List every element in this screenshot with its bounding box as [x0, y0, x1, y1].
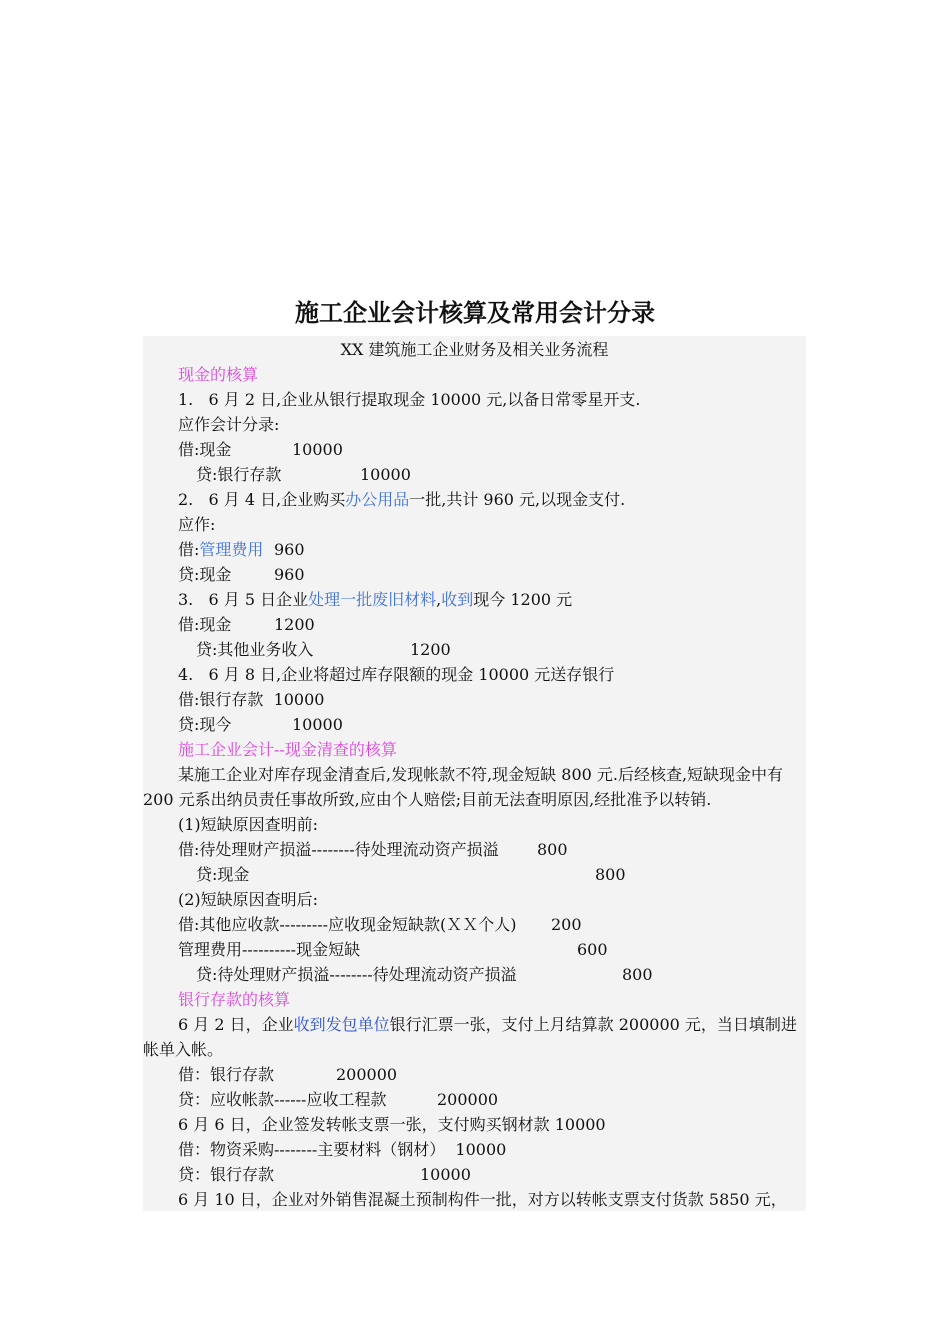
- cash-entry-debit-2-amount: 960: [274, 540, 305, 559]
- received-link[interactable]: 收到: [441, 590, 474, 609]
- scrap-materials-link[interactable]: 处理一批废旧材料: [308, 590, 437, 609]
- cash-line-9-text-b: 现今 1200 元: [473, 590, 573, 609]
- section-heading-cash: 现金的核算: [178, 365, 259, 384]
- shortage-entry-2: 贷:现金: [196, 865, 250, 884]
- office-supplies-link[interactable]: 办公用品: [345, 490, 410, 509]
- bank-paragraph-line-4: 6 月 10 日，企业对外销售混凝土预制构件一批，对方以转帐支票支付货款 5850 元，: [178, 1190, 787, 1209]
- cash-entry-debit-3: 借:现金: [178, 615, 232, 634]
- cash-entry-debit-1-amount: 10000: [292, 440, 343, 459]
- shortage-entry-1: 借:待处理财产损溢--------待处理流动资产损溢: [178, 840, 499, 859]
- cash-line-9-sep: ,: [436, 590, 442, 609]
- shortage-entry-4: 管理费用----------现金短缺: [178, 940, 361, 959]
- cash-line-2: 应作会计分录:: [178, 415, 280, 434]
- cash-entry-debit-3-amount: 1200: [274, 615, 315, 634]
- cash-line-5-text-a: 2. 6 月 4 日,企业购买: [178, 490, 346, 509]
- bank-entry-1-amount: 200000: [336, 1065, 398, 1084]
- shortage-entry-1-amount: 800: [537, 840, 568, 859]
- shortage-entry-5-amount: 800: [622, 965, 653, 984]
- bank-entry-2: 贷：应收帐款------应收工程款: [178, 1090, 387, 1109]
- bank-paragraph-text-b: 银行汇票一张，支付上月结算款 200000 元，当日填制进: [389, 1015, 797, 1034]
- cash-line-6: 应作:: [178, 515, 216, 534]
- document-title: 施工企业会计核算及常用会计分录: [295, 299, 655, 327]
- bank-paragraph-line-3: 6 月 6 日，企业签发转帐支票一张，支付购买钢材款 10000: [178, 1115, 606, 1134]
- cash-entry-debit-2-prefix: 借:: [178, 540, 200, 559]
- bank-paragraph-text-a: 6 月 2 日，企业: [178, 1015, 294, 1034]
- cash-entry-credit-2: 贷:现金: [178, 565, 232, 584]
- cash-entry-credit-1-amount: 10000: [360, 465, 411, 484]
- bank-entry-4-amount: 10000: [420, 1165, 471, 1184]
- shortage-entry-3-amount: 200: [551, 915, 582, 934]
- cash-line-9-text-a: 3. 6 月 5 日企业: [178, 590, 309, 609]
- shortage-entry-2-amount: 800: [595, 865, 626, 884]
- bank-entry-3: 借：物资采购--------主要材料（钢材） 10000: [178, 1140, 507, 1159]
- cash-entry-credit-1: 贷:银行存款: [196, 465, 282, 484]
- cash-entry-debit-2: [178, 539, 263, 561]
- shortage-entry-3: 借:其他应收款---------应收现金短缺款(ＸＸ个人): [178, 915, 517, 934]
- shortage-paragraph-line-2: 200 元系出纳员责任事故所致,应由个人赔偿;目前无法查明原因,经批准予以转销.: [143, 790, 712, 809]
- bank-entry-2-amount: 200000: [437, 1090, 499, 1109]
- shortage-paragraph-line-1: 某施工企业对库存现金清查后,发现帐款不符,现金短缺 800 元.后经核查,短缺现金中有: [178, 765, 784, 784]
- bank-paragraph-line-1: [178, 1014, 797, 1036]
- cash-entry-credit-4-amount: 10000: [292, 715, 343, 734]
- cash-line-5: [178, 489, 625, 511]
- shortage-step-1: (1)短缺原因查明前:: [178, 815, 319, 834]
- cash-line-1: 1. 6 月 2 日,企业从银行提取现金 10000 元,以备日常零星开支.: [178, 390, 641, 409]
- cash-line-5-text-b: 一批,共计 960 元,以现金支付.: [409, 490, 626, 509]
- cash-line-12: 4. 6 月 8 日,企业将超过库存限额的现金 10000 元送存银行: [178, 665, 615, 684]
- shortage-entry-5: 贷:待处理财产损溢--------待处理流动资产损溢: [196, 965, 517, 984]
- section-heading-bank-deposit: 银行存款的核算: [178, 990, 291, 1009]
- cash-entry-debit-4: 借:银行存款 10000: [178, 690, 325, 709]
- cash-entry-credit-2-amount: 960: [274, 565, 305, 584]
- cash-entry-credit-3-amount: 1200: [410, 640, 451, 659]
- bank-entry-1: 借：银行存款: [178, 1065, 275, 1084]
- bank-paragraph-line-2: 帐单入帐。: [143, 1040, 224, 1059]
- cash-entry-credit-3: 贷:其他业务收入: [196, 640, 314, 659]
- shortage-step-2: (2)短缺原因查明后:: [178, 890, 319, 909]
- cash-entry-credit-4: 贷:现今: [178, 715, 232, 734]
- section-heading-cash-shortage: 施工企业会计--现金清查的核算: [178, 740, 397, 759]
- management-expense-link[interactable]: 管理费用: [199, 540, 264, 559]
- document-subtitle: XX 建筑施工企业财务及相关业务流程: [340, 340, 609, 359]
- cash-entry-debit-1: 借:现金: [178, 440, 232, 459]
- bank-entry-4: 贷：银行存款: [178, 1165, 275, 1184]
- cash-line-9: [178, 589, 572, 611]
- contracting-unit-link[interactable]: 收到发包单位: [293, 1015, 390, 1034]
- shortage-entry-4-amount: 600: [577, 940, 608, 959]
